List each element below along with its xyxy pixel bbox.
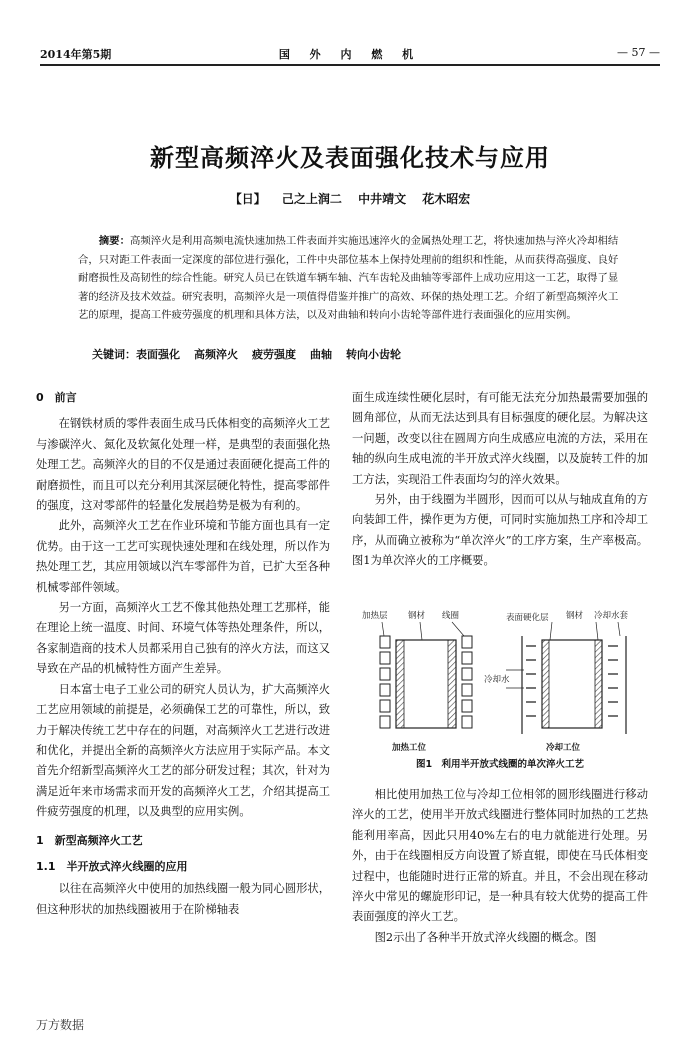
subsection-heading: 1.1 半开放式淬火线圈的应用 [36,859,188,873]
page-number: — 57 — [617,46,660,59]
keyword: 高频淬火 [194,348,238,361]
section-heading: 0 前言 [36,391,77,404]
keyword: 转向小齿轮 [346,348,401,361]
author-name: 己之上润二 [281,192,342,206]
paragraph: 以往在高频淬火中使用的加热线圈一般为同心圆形状，但这种形状的加热线圈被用于在阶梯轴表 [36,882,330,916]
running-header [40,44,660,66]
paragraph: 另一方面，高频淬火工艺不像其他热处理工艺那样，能在理论上统一温度、时间、环境气体等热处理条件，所以，各家制造商的技术人员都采用自己独有的淬火方法，而这又导致在产品的机械特性方面产生差异。 [36,601,330,676]
section-heading: 1 新型高频淬火工艺 [36,833,143,847]
author-line [0,190,700,207]
journal-name: 国 外 内 燃 机 [278,48,422,61]
figure-1-caption: 图1 利用半开放式线圈的单次淬火工艺 [415,759,585,770]
label-cooling-station: 冷却工位 [546,743,581,753]
label-cooling-water: 冷却水 [484,675,510,685]
footer-watermark: 万方数据 [36,1018,85,1032]
article-title: 新型高频淬火及表面强化技术与应用 [150,144,550,172]
author-name: 中井靖文 [358,192,407,206]
paragraph: 此外，高频淬火工艺在作业环境和节能方面也具有一定优势。由于这一工艺可实现快速处理和在线处理，所以作为热处理工艺，其应用领域以汽车零部件为首，已扩大至各种机械零部件领域。 [36,519,330,594]
abstract [78,232,624,325]
label-coil: 线圈 [442,611,460,621]
paragraph: 相比使用加热工位与冷却工位相邻的圆形线圈进行移动淬火的工艺，使用半开放式线圈进行整体同时加热的工艺热能利用率高，因此只用40%左右的电力就能进行处理。另外，由于在线圈相反方向设置了矫直辊，即使在马氏体相变过程中，也能随时进行正常的矫直。并且，不会出现在移动淬火中常见的螺旋形印记，是一种具有较大优势的提高工件表面强度的淬火工艺。 [352,788,648,924]
label-heating-layer: 加热层 [362,611,388,621]
issue-label: 2014年第5期 [40,48,112,61]
paragraph: 面生成连续性硬化层时，有可能无法充分加热最需要加强的圆角部位，从而无法达到具有目标强度的硬化层。为解决这一问题，改变以往在圆周方向生成感应电流的方法，采用在轴的纵向生成电流的半开放式淬火线圈，以及旋转工件的加工方法，实现沿工件表面均匀的淬火效果。 [352,391,648,486]
right-column-bottom [352,785,648,948]
abstract-text: 高频淬火是利用高频电流快速加热工件表面并实施迅速淬火的金属热处理工艺，将快速加热与淬火冷却相结合，只对距工件表面一定深度的部位进行强化，工件中央部位基本上保持处理前的组织和性能，从而获得高强度、良好耐磨损性及高韧性的综合性能。研究人员已在铁道车辆车轴、汽车齿轮及曲轴等零部件上成功应用这一工艺，取得了显著的经济及技术效益。研究表明，高频淬火是一项值得借鉴并推广的高效、环保的热处理工艺。介绍了新型高频淬火工艺的原理，提高工件疲劳强度的机理和具体方法，以及对曲轴和转向小齿轮等部件进行表面强化的应用实例。 [78,235,619,321]
cooling-station-drawing [506,622,626,734]
keywords [92,346,622,362]
keywords-label: 关键词： [92,348,136,361]
left-column [36,388,330,920]
right-column-top [352,388,648,572]
label-steel-right: 钢材 [566,611,584,621]
label-heating-station: 加热工位 [392,743,427,753]
author-country: 【日】 [229,192,266,206]
paragraph: 图2示出了各种半开放式淬火线圈的概念。图 [374,930,597,944]
keyword: 疲劳强度 [252,348,296,361]
abstract-label: 摘要： [98,235,130,247]
keyword: 曲轴 [310,348,332,361]
paragraph: 在钢铁材质的零件表面生成马氏体相变的高频淬火工艺与渗碳淬火、氮化及软氮化处理一样，是典型的表面强化热处理工艺。高频淬火的目的不仅是通过表面硬化提高工件的耐磨损性，而且可以充分利用其深层硬化特性，提高零部件的强度，这对零部件的轻量化发展趋势是极为有利的。 [36,417,330,513]
figure-1-diagram [356,608,648,760]
author-name: 花木昭宏 [422,192,471,206]
label-steel-left: 钢材 [408,611,426,621]
label-cooling-jacket: 冷却水套 [594,611,629,621]
heating-station-drawing [380,622,472,728]
label-surface-layer: 表面硬化层 [506,613,549,623]
paragraph: 日本富士电子工业公司的研究人员认为，扩大高频淬火工艺应用领域的前提是，必须确保工艺的可靠性，所以，致力于解决传统工艺中存在的问题，对高频淬火工艺进行改进和优化，并提出全新的高频淬火方法应用于实际产品。本文首先介绍新型高频淬火工艺的部分研发过程；其次，针对为满足近年来市场需求而开发的高频淬火工艺，介绍其提高工件疲劳强度的机理，以及典型的应用实例。 [36,682,330,819]
paragraph: 另外，由于线圈为半圆形，因而可以从与轴成直角的方向装卸工件，操作更为方便，可同时实施加热工序和冷却工序，从而确立被称为“单次淬火”的工序方案，生产率极高。图1为单次淬火的工序概要。 [352,493,648,568]
keyword: 表面强化 [136,348,180,361]
